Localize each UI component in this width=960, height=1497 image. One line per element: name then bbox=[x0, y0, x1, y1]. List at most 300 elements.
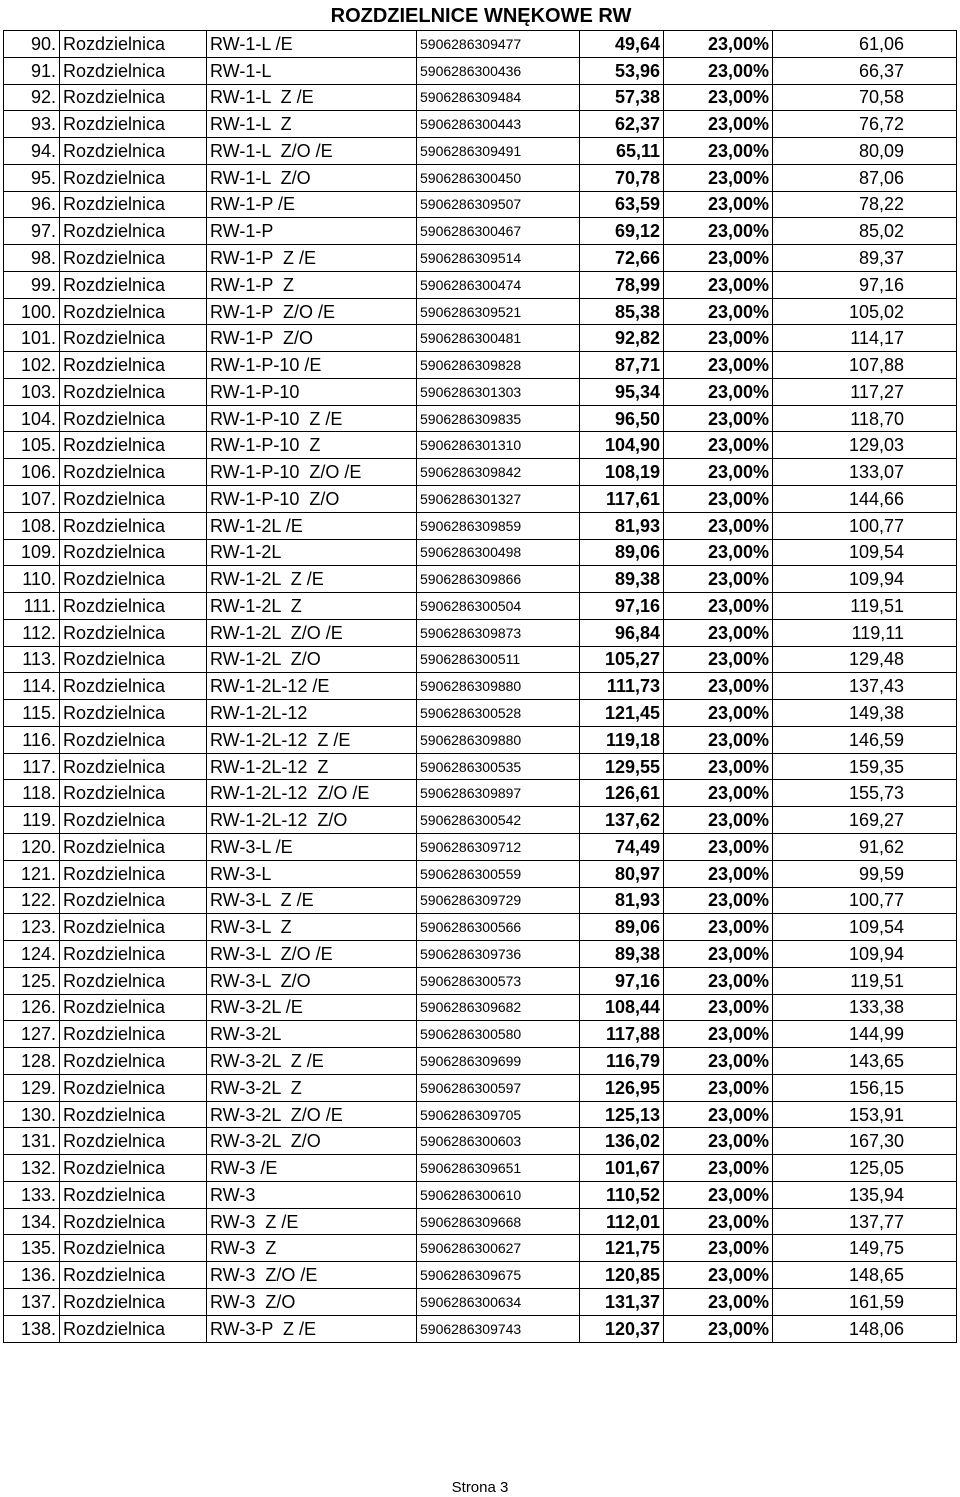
vat-rate: 23,00% bbox=[664, 298, 773, 325]
ean-code: 5906286301310 bbox=[417, 432, 580, 459]
net-price: 72,66 bbox=[580, 245, 664, 272]
row-number: 135. bbox=[4, 1235, 60, 1262]
product-model: RW-1-2L Z/O bbox=[207, 646, 417, 673]
row-number: 125. bbox=[4, 967, 60, 994]
gross-price: 133,07 bbox=[773, 459, 957, 486]
net-price: 121,75 bbox=[580, 1235, 664, 1262]
table-row bbox=[4, 459, 957, 486]
ean-code: 5906286309866 bbox=[417, 566, 580, 593]
net-price: 57,38 bbox=[580, 84, 664, 111]
product-model: RW-1-P-10 /E bbox=[207, 352, 417, 379]
gross-price: 153,91 bbox=[773, 1101, 957, 1128]
row-number: 130. bbox=[4, 1101, 60, 1128]
ean-code: 5906286300634 bbox=[417, 1288, 580, 1315]
product-model: RW-1-2L-12 Z/O bbox=[207, 807, 417, 834]
ean-code: 5906286309842 bbox=[417, 459, 580, 486]
ean-code: 5906286300528 bbox=[417, 700, 580, 727]
product-model: RW-1-2L Z bbox=[207, 593, 417, 620]
product-model: RW-1-2L-12 Z/O /E bbox=[207, 780, 417, 807]
table-row bbox=[4, 1074, 957, 1101]
ean-code: 5906286309859 bbox=[417, 512, 580, 539]
product-name: Rozdzielnica bbox=[60, 164, 207, 191]
product-model: RW-1-L bbox=[207, 57, 417, 84]
product-name: Rozdzielnica bbox=[60, 512, 207, 539]
product-model: RW-3-L bbox=[207, 860, 417, 887]
row-number: 131. bbox=[4, 1128, 60, 1155]
row-number: 138. bbox=[4, 1315, 60, 1342]
vat-rate: 23,00% bbox=[664, 1021, 773, 1048]
product-model: RW-1-P-10 Z bbox=[207, 432, 417, 459]
table-row bbox=[4, 1128, 957, 1155]
table-row bbox=[4, 138, 957, 165]
net-price: 105,27 bbox=[580, 646, 664, 673]
product-name: Rozdzielnica bbox=[60, 1262, 207, 1289]
row-number: 103. bbox=[4, 378, 60, 405]
table-row bbox=[4, 593, 957, 620]
row-number: 104. bbox=[4, 405, 60, 432]
row-number: 107. bbox=[4, 486, 60, 513]
gross-price: 133,38 bbox=[773, 994, 957, 1021]
product-model: RW-1-L /E bbox=[207, 31, 417, 58]
ean-code: 5906286309682 bbox=[417, 994, 580, 1021]
vat-rate: 23,00% bbox=[664, 1101, 773, 1128]
gross-price: 109,94 bbox=[773, 941, 957, 968]
table-row bbox=[4, 218, 957, 245]
vat-rate: 23,00% bbox=[664, 57, 773, 84]
net-price: 92,82 bbox=[580, 325, 664, 352]
table-row bbox=[4, 753, 957, 780]
table-row bbox=[4, 405, 957, 432]
product-model: RW-3-2L /E bbox=[207, 994, 417, 1021]
ean-code: 5906286300535 bbox=[417, 753, 580, 780]
product-model: RW-3-2L Z/O bbox=[207, 1128, 417, 1155]
vat-rate: 23,00% bbox=[664, 914, 773, 941]
product-name: Rozdzielnica bbox=[60, 593, 207, 620]
product-model: RW-1-L Z/O /E bbox=[207, 138, 417, 165]
ean-code: 5906286300474 bbox=[417, 271, 580, 298]
row-number: 118. bbox=[4, 780, 60, 807]
product-model: RW-3-P Z /E bbox=[207, 1315, 417, 1342]
row-number: 110. bbox=[4, 566, 60, 593]
row-number: 129. bbox=[4, 1074, 60, 1101]
vat-rate: 23,00% bbox=[664, 1315, 773, 1342]
ean-code: 5906286309828 bbox=[417, 352, 580, 379]
net-price: 137,62 bbox=[580, 807, 664, 834]
vat-rate: 23,00% bbox=[664, 1048, 773, 1075]
product-name: Rozdzielnica bbox=[60, 780, 207, 807]
gross-price: 109,94 bbox=[773, 566, 957, 593]
product-model: RW-3-2L Z /E bbox=[207, 1048, 417, 1075]
product-name: Rozdzielnica bbox=[60, 941, 207, 968]
net-price: 136,02 bbox=[580, 1128, 664, 1155]
ean-code: 5906286309873 bbox=[417, 619, 580, 646]
product-model: RW-1-2L Z/O /E bbox=[207, 619, 417, 646]
product-name: Rozdzielnica bbox=[60, 646, 207, 673]
table-row bbox=[4, 967, 957, 994]
net-price: 121,45 bbox=[580, 700, 664, 727]
table-row bbox=[4, 1155, 957, 1182]
table-row bbox=[4, 860, 957, 887]
table-row bbox=[4, 673, 957, 700]
table-row bbox=[4, 31, 957, 58]
vat-rate: 23,00% bbox=[664, 673, 773, 700]
ean-code: 5906286309514 bbox=[417, 245, 580, 272]
table-row bbox=[4, 84, 957, 111]
row-number: 98. bbox=[4, 245, 60, 272]
vat-rate: 23,00% bbox=[664, 378, 773, 405]
gross-price: 119,51 bbox=[773, 593, 957, 620]
net-price: 89,38 bbox=[580, 566, 664, 593]
row-number: 92. bbox=[4, 84, 60, 111]
vat-rate: 23,00% bbox=[664, 593, 773, 620]
product-model: RW-1-P-10 bbox=[207, 378, 417, 405]
ean-code: 5906286300566 bbox=[417, 914, 580, 941]
net-price: 95,34 bbox=[580, 378, 664, 405]
ean-code: 5906286300436 bbox=[417, 57, 580, 84]
gross-price: 100,77 bbox=[773, 512, 957, 539]
product-name: Rozdzielnica bbox=[60, 1208, 207, 1235]
gross-price: 100,77 bbox=[773, 887, 957, 914]
gross-price: 149,38 bbox=[773, 700, 957, 727]
vat-rate: 23,00% bbox=[664, 860, 773, 887]
net-price: 89,38 bbox=[580, 941, 664, 968]
net-price: 89,06 bbox=[580, 914, 664, 941]
product-model: RW-1-P-10 Z/O /E bbox=[207, 459, 417, 486]
ean-code: 5906286309507 bbox=[417, 191, 580, 218]
ean-code: 5906286309699 bbox=[417, 1048, 580, 1075]
table-row bbox=[4, 1315, 957, 1342]
gross-price: 149,75 bbox=[773, 1235, 957, 1262]
row-number: 134. bbox=[4, 1208, 60, 1235]
row-number: 132. bbox=[4, 1155, 60, 1182]
net-price: 87,71 bbox=[580, 352, 664, 379]
net-price: 49,64 bbox=[580, 31, 664, 58]
price-table bbox=[3, 30, 957, 1343]
gross-price: 137,77 bbox=[773, 1208, 957, 1235]
product-name: Rozdzielnica bbox=[60, 138, 207, 165]
vat-rate: 23,00% bbox=[664, 1262, 773, 1289]
product-model: RW-3-L Z /E bbox=[207, 887, 417, 914]
product-model: RW-1-2L-12 Z bbox=[207, 753, 417, 780]
ean-code: 5906286301327 bbox=[417, 486, 580, 513]
product-name: Rozdzielnica bbox=[60, 218, 207, 245]
row-number: 101. bbox=[4, 325, 60, 352]
net-price: 120,37 bbox=[580, 1315, 664, 1342]
vat-rate: 23,00% bbox=[664, 405, 773, 432]
ean-code: 5906286300573 bbox=[417, 967, 580, 994]
ean-code: 5906286309668 bbox=[417, 1208, 580, 1235]
vat-rate: 23,00% bbox=[664, 138, 773, 165]
gross-price: 117,27 bbox=[773, 378, 957, 405]
net-price: 89,06 bbox=[580, 539, 664, 566]
product-name: Rozdzielnica bbox=[60, 566, 207, 593]
gross-price: 85,02 bbox=[773, 218, 957, 245]
table-row bbox=[4, 566, 957, 593]
ean-code: 5906286309484 bbox=[417, 84, 580, 111]
gross-price: 144,66 bbox=[773, 486, 957, 513]
vat-rate: 23,00% bbox=[664, 726, 773, 753]
table-row bbox=[4, 780, 957, 807]
table-row bbox=[4, 245, 957, 272]
vat-rate: 23,00% bbox=[664, 994, 773, 1021]
product-name: Rozdzielnica bbox=[60, 967, 207, 994]
gross-price: 137,43 bbox=[773, 673, 957, 700]
product-name: Rozdzielnica bbox=[60, 887, 207, 914]
ean-code: 5906286309477 bbox=[417, 31, 580, 58]
gross-price: 155,73 bbox=[773, 780, 957, 807]
vat-rate: 23,00% bbox=[664, 271, 773, 298]
ean-code: 5906286300443 bbox=[417, 111, 580, 138]
gross-price: 114,17 bbox=[773, 325, 957, 352]
product-model: RW-3-L Z/O bbox=[207, 967, 417, 994]
table-row bbox=[4, 191, 957, 218]
table-row bbox=[4, 298, 957, 325]
ean-code: 5906286300481 bbox=[417, 325, 580, 352]
product-model: RW-3 Z/O /E bbox=[207, 1262, 417, 1289]
gross-price: 159,35 bbox=[773, 753, 957, 780]
net-price: 70,78 bbox=[580, 164, 664, 191]
gross-price: 148,65 bbox=[773, 1262, 957, 1289]
product-name: Rozdzielnica bbox=[60, 378, 207, 405]
product-model: RW-3-2L Z bbox=[207, 1074, 417, 1101]
table-row bbox=[4, 619, 957, 646]
row-number: 114. bbox=[4, 673, 60, 700]
net-price: 81,93 bbox=[580, 512, 664, 539]
product-name: Rozdzielnica bbox=[60, 700, 207, 727]
gross-price: 109,54 bbox=[773, 914, 957, 941]
row-number: 112. bbox=[4, 619, 60, 646]
product-model: RW-3 Z bbox=[207, 1235, 417, 1262]
product-model: RW-1-L Z/O bbox=[207, 164, 417, 191]
product-model: RW-1-2L bbox=[207, 539, 417, 566]
net-price: 97,16 bbox=[580, 593, 664, 620]
product-model: RW-1-L Z bbox=[207, 111, 417, 138]
table-row bbox=[4, 1021, 957, 1048]
product-name: Rozdzielnica bbox=[60, 432, 207, 459]
product-name: Rozdzielnica bbox=[60, 1235, 207, 1262]
ean-code: 5906286309675 bbox=[417, 1262, 580, 1289]
product-model: RW-1-2L-12 /E bbox=[207, 673, 417, 700]
row-number: 113. bbox=[4, 646, 60, 673]
row-number: 123. bbox=[4, 914, 60, 941]
table-row bbox=[4, 325, 957, 352]
gross-price: 146,59 bbox=[773, 726, 957, 753]
product-model: RW-1-P /E bbox=[207, 191, 417, 218]
net-price: 120,85 bbox=[580, 1262, 664, 1289]
net-price: 62,37 bbox=[580, 111, 664, 138]
vat-rate: 23,00% bbox=[664, 1235, 773, 1262]
net-price: 85,38 bbox=[580, 298, 664, 325]
gross-price: 107,88 bbox=[773, 352, 957, 379]
table-row bbox=[4, 164, 957, 191]
gross-price: 125,05 bbox=[773, 1155, 957, 1182]
vat-rate: 23,00% bbox=[664, 164, 773, 191]
ean-code: 5906286309651 bbox=[417, 1155, 580, 1182]
product-name: Rozdzielnica bbox=[60, 860, 207, 887]
table-row bbox=[4, 1101, 957, 1128]
product-name: Rozdzielnica bbox=[60, 325, 207, 352]
product-name: Rozdzielnica bbox=[60, 191, 207, 218]
row-number: 109. bbox=[4, 539, 60, 566]
gross-price: 135,94 bbox=[773, 1181, 957, 1208]
row-number: 117. bbox=[4, 753, 60, 780]
product-name: Rozdzielnica bbox=[60, 111, 207, 138]
net-price: 53,96 bbox=[580, 57, 664, 84]
vat-rate: 23,00% bbox=[664, 512, 773, 539]
table-row bbox=[4, 1235, 957, 1262]
product-model: RW-3 bbox=[207, 1181, 417, 1208]
product-name: Rozdzielnica bbox=[60, 1181, 207, 1208]
vat-rate: 23,00% bbox=[664, 753, 773, 780]
net-price: 131,37 bbox=[580, 1288, 664, 1315]
table-row bbox=[4, 432, 957, 459]
gross-price: 80,09 bbox=[773, 138, 957, 165]
net-price: 126,61 bbox=[580, 780, 664, 807]
table-row bbox=[4, 1262, 957, 1289]
table-row bbox=[4, 833, 957, 860]
row-number: 127. bbox=[4, 1021, 60, 1048]
table-row bbox=[4, 1288, 957, 1315]
vat-rate: 23,00% bbox=[664, 111, 773, 138]
vat-rate: 23,00% bbox=[664, 941, 773, 968]
row-number: 120. bbox=[4, 833, 60, 860]
gross-price: 89,37 bbox=[773, 245, 957, 272]
gross-price: 97,16 bbox=[773, 271, 957, 298]
net-price: 110,52 bbox=[580, 1181, 664, 1208]
row-number: 102. bbox=[4, 352, 60, 379]
gross-price: 105,02 bbox=[773, 298, 957, 325]
vat-rate: 23,00% bbox=[664, 646, 773, 673]
row-number: 115. bbox=[4, 700, 60, 727]
ean-code: 5906286300542 bbox=[417, 807, 580, 834]
gross-price: 143,65 bbox=[773, 1048, 957, 1075]
row-number: 137. bbox=[4, 1288, 60, 1315]
product-name: Rozdzielnica bbox=[60, 619, 207, 646]
ean-code: 5906286309736 bbox=[417, 941, 580, 968]
net-price: 65,11 bbox=[580, 138, 664, 165]
vat-rate: 23,00% bbox=[664, 833, 773, 860]
ean-code: 5906286300580 bbox=[417, 1021, 580, 1048]
product-name: Rozdzielnica bbox=[60, 833, 207, 860]
product-model: RW-1-P Z bbox=[207, 271, 417, 298]
net-price: 108,19 bbox=[580, 459, 664, 486]
product-model: RW-1-P bbox=[207, 218, 417, 245]
ean-code: 5906286309880 bbox=[417, 726, 580, 753]
row-number: 96. bbox=[4, 191, 60, 218]
row-number: 116. bbox=[4, 726, 60, 753]
vat-rate: 23,00% bbox=[664, 780, 773, 807]
product-name: Rozdzielnica bbox=[60, 486, 207, 513]
gross-price: 119,51 bbox=[773, 967, 957, 994]
vat-rate: 23,00% bbox=[664, 1288, 773, 1315]
row-number: 128. bbox=[4, 1048, 60, 1075]
net-price: 108,44 bbox=[580, 994, 664, 1021]
product-name: Rozdzielnica bbox=[60, 1048, 207, 1075]
vat-rate: 23,00% bbox=[664, 700, 773, 727]
row-number: 124. bbox=[4, 941, 60, 968]
gross-price: 169,27 bbox=[773, 807, 957, 834]
net-price: 129,55 bbox=[580, 753, 664, 780]
product-name: Rozdzielnica bbox=[60, 1101, 207, 1128]
product-name: Rozdzielnica bbox=[60, 1128, 207, 1155]
product-name: Rozdzielnica bbox=[60, 753, 207, 780]
table-row bbox=[4, 887, 957, 914]
table-row bbox=[4, 512, 957, 539]
table-row bbox=[4, 941, 957, 968]
table-row bbox=[4, 539, 957, 566]
gross-price: 87,06 bbox=[773, 164, 957, 191]
vat-rate: 23,00% bbox=[664, 218, 773, 245]
table-row bbox=[4, 726, 957, 753]
table-row bbox=[4, 807, 957, 834]
row-number: 136. bbox=[4, 1262, 60, 1289]
ean-code: 5906286300597 bbox=[417, 1074, 580, 1101]
gross-price: 99,59 bbox=[773, 860, 957, 887]
product-name: Rozdzielnica bbox=[60, 1021, 207, 1048]
ean-code: 5906286309835 bbox=[417, 405, 580, 432]
gross-price: 119,11 bbox=[773, 619, 957, 646]
product-name: Rozdzielnica bbox=[60, 994, 207, 1021]
product-name: Rozdzielnica bbox=[60, 673, 207, 700]
page-number: Strona 3 bbox=[451, 1479, 509, 1496]
gross-price: 61,06 bbox=[773, 31, 957, 58]
table-row bbox=[4, 378, 957, 405]
row-number: 121. bbox=[4, 860, 60, 887]
row-number: 94. bbox=[4, 138, 60, 165]
net-price: 112,01 bbox=[580, 1208, 664, 1235]
product-name: Rozdzielnica bbox=[60, 539, 207, 566]
net-price: 119,18 bbox=[580, 726, 664, 753]
gross-price: 109,54 bbox=[773, 539, 957, 566]
product-model: RW-3-L /E bbox=[207, 833, 417, 860]
product-name: Rozdzielnica bbox=[60, 1155, 207, 1182]
ean-code: 5906286300504 bbox=[417, 593, 580, 620]
product-model: RW-1-2L-12 Z /E bbox=[207, 726, 417, 753]
net-price: 125,13 bbox=[580, 1101, 664, 1128]
table-row bbox=[4, 1208, 957, 1235]
ean-code: 5906286300498 bbox=[417, 539, 580, 566]
table-row bbox=[4, 700, 957, 727]
vat-rate: 23,00% bbox=[664, 887, 773, 914]
table-row bbox=[4, 1048, 957, 1075]
ean-code: 5906286300603 bbox=[417, 1128, 580, 1155]
row-number: 122. bbox=[4, 887, 60, 914]
product-model: RW-3 Z/O bbox=[207, 1288, 417, 1315]
net-price: 101,67 bbox=[580, 1155, 664, 1182]
row-number: 119. bbox=[4, 807, 60, 834]
ean-code: 5906286301303 bbox=[417, 378, 580, 405]
row-number: 126. bbox=[4, 994, 60, 1021]
gross-price: 129,48 bbox=[773, 646, 957, 673]
vat-rate: 23,00% bbox=[664, 1128, 773, 1155]
net-price: 80,97 bbox=[580, 860, 664, 887]
row-number: 106. bbox=[4, 459, 60, 486]
page-title: ROZDZIELNICE WNĘKOWE RW bbox=[330, 5, 632, 27]
ean-code: 5906286300559 bbox=[417, 860, 580, 887]
vat-rate: 23,00% bbox=[664, 486, 773, 513]
vat-rate: 23,00% bbox=[664, 807, 773, 834]
product-model: RW-1-L Z /E bbox=[207, 84, 417, 111]
table-row bbox=[4, 486, 957, 513]
vat-rate: 23,00% bbox=[664, 84, 773, 111]
price-table-body bbox=[4, 31, 957, 1343]
table-row bbox=[4, 1181, 957, 1208]
net-price: 96,50 bbox=[580, 405, 664, 432]
row-number: 133. bbox=[4, 1181, 60, 1208]
gross-price: 70,58 bbox=[773, 84, 957, 111]
net-price: 63,59 bbox=[580, 191, 664, 218]
ean-code: 5906286300610 bbox=[417, 1181, 580, 1208]
